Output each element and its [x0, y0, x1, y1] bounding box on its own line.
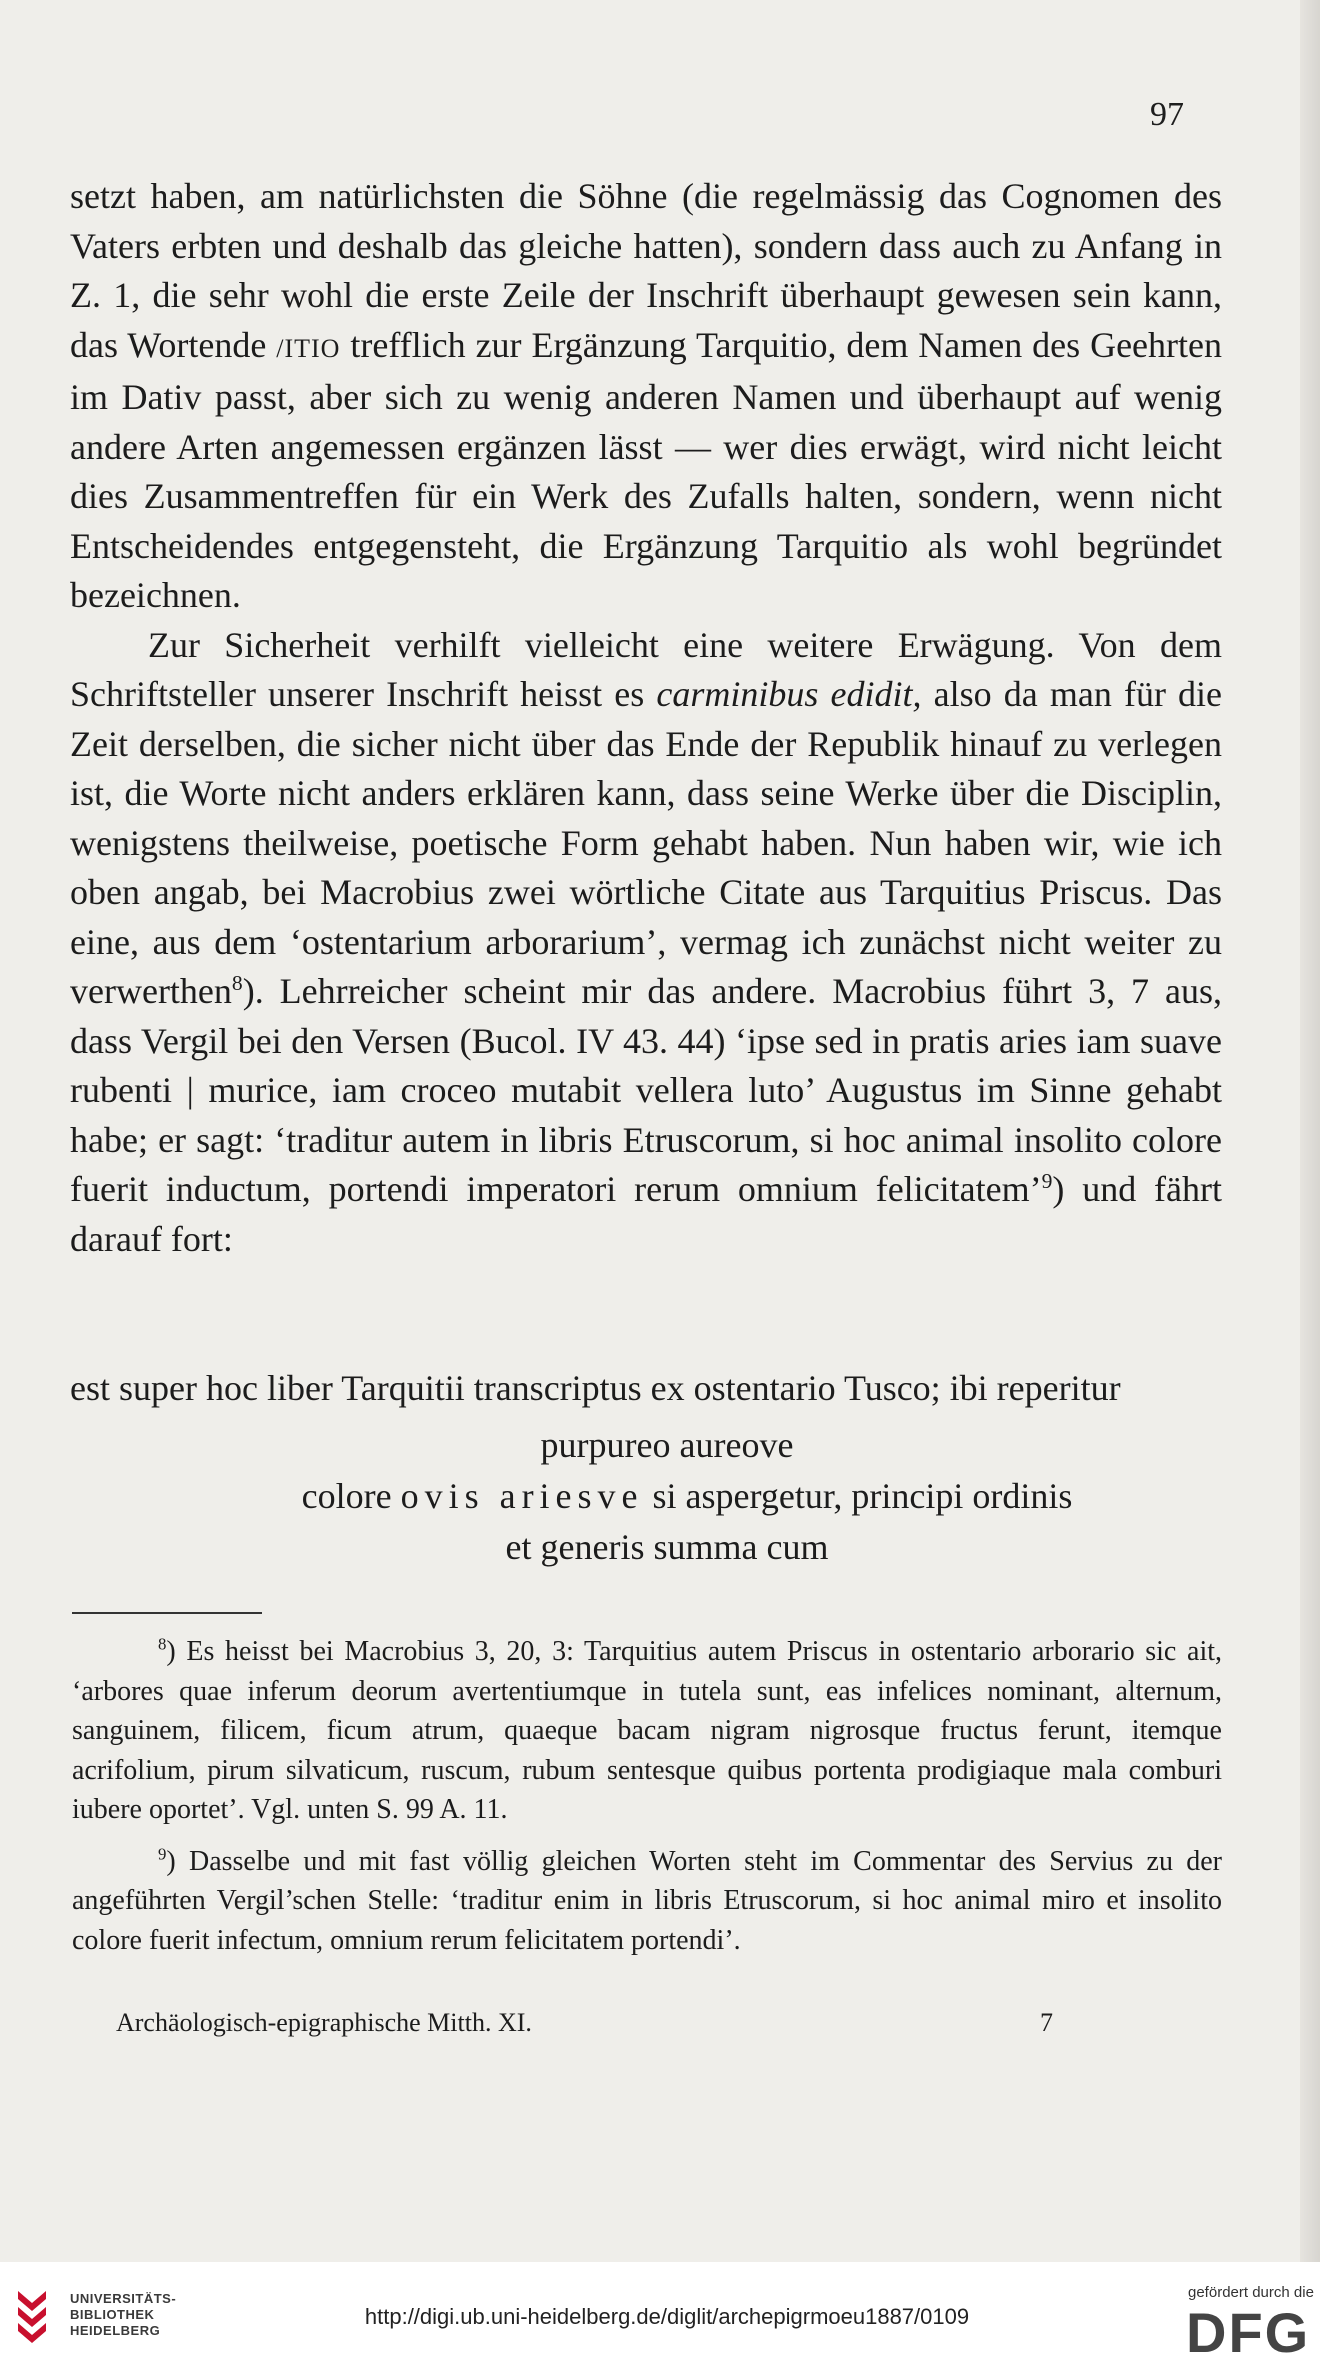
block-quote: est super hoc liber Tarquitii transcriptus ex ostentario Tusco; ibi reperitur — [70, 1368, 1121, 1408]
paragraph-1 — [70, 172, 1222, 621]
paragraph-1-b: trefflich zur Ergänzung Tarquitio, dem Namen des Geehrten im Dativ passt, aber sich zu wenig anderen Namen und überhaupt auf wenig andere Arten angemessen ergänzen lässt — wer dies erwägt, wird nicht leicht dies Zusammentreffen für ein Werk des Zufalls halten, sondern, wenn nicht Entscheidendes entgegensteht, die Ergänzung Tarquitio als wohl begründet bezeichnen. — [70, 324, 1222, 615]
inscription-line-3: et generis summa cum — [505, 1527, 829, 1567]
source-url[interactable]: http://digi.ub.uni-heidelberg.de/diglit/archepigrmoeu1887/0109 — [364, 2304, 970, 2329]
italic-phrase: carminibus edidit, — [656, 674, 922, 714]
inscription-line-2: colore ovis ariesve si aspergetur, principi ordinis — [301, 1476, 1073, 1516]
institution-name: UNIVERSITÄTS- BIBLIOTHEK HEIDELBERG — [70, 2291, 177, 2338]
page-edge — [1300, 0, 1320, 2262]
footnote-ref-9[interactable]: 9 — [1041, 1169, 1053, 1193]
inscription-fragment: /ITIO — [276, 333, 341, 363]
footnote-9: $^9$) Dasselbe und mit fast völlig gleichen Worten steht im Commentar des Servius zu der angeführten Vergil’schen Stelle: ‘traditur enim in libris Etruscorum, si hoc animal miro et insolito colore fuerit infectum, omnium rerum felicitatem portendi’. — [72, 1844, 1222, 1956]
footnote-ref-8[interactable]: 8 — [231, 971, 243, 995]
dfg-logo: DFG — [1186, 2301, 1311, 2364]
funding-caption: gefördert durch die — [1188, 2284, 1314, 2301]
footnote-8: $^8$) Es heisst bei Macrobius 3, 20, 3: Tarquitius autem Priscus in ostentario arborario sic ait, ‘arbores quae inferum deorum avertentiumque in tutela sunt, eas infelices nominant, alternum, sanguinem, filicem, ficum atrum, quaeque bacam nigram nigrosque fructus ferunt, itemque acrifolium, pirum silvaticum, ruscum, rubum sentesque quibus portenta prodigiaque mala comburi iubere oportet’. Vgl. unten S. 99 A. 11. — [72, 1634, 1222, 1825]
paragraph-1-a: setzt haben, am natürlichsten die Söhne (die regelmässig das Cognomen des Vaters erbten und deshalb das gleiche hatten), sondern dass auch zu Anfang in Z. 1, die sehr wohl die erste Zeile der Inschrift überhaupt gewesen sein kann, das Wortende — [70, 176, 1222, 365]
signature-journal: Archäologisch-epigraphische Mitth. XI. — [116, 2008, 532, 2037]
footnote-divider — [72, 1612, 262, 1614]
footnotes — [72, 1632, 1222, 1960]
inscription-line-1: purpureo aureove — [540, 1425, 794, 1465]
page-number: 97 — [1150, 96, 1184, 133]
main-text — [70, 172, 1222, 1264]
signature-sheet: 7 — [1040, 2008, 1053, 2037]
paragraph-2: Zur Sicherheit verhilft vielleicht eine weitere Erwägung. Von dem Schriftsteller unserer Inschrift heisst es carminibus edidit, also da man für die Zeit derselben, die sicher nicht über das Ende der Republik hinauf zu verlegen ist, die Worte nicht anders erklären kann, dass seine Werke über die Disciplin, wenigstens theilweise, poetische Form gehabt haben. Nun haben wir, wie ich oben angab, bei Macrobius zwei wörtliche Citate aus Tarquitius Priscus. Das eine, aus dem ‘ostentarium arborarium’, vermag ich zunächst nicht weiter zu verwerthen$^8$). Lehrreicher scheint mir das andere. Macrobius führt 3, 7 aus, dass Vergil bei den Versen (Bucol. IV 43. 44) ‘ipse sed in pratis aries iam suave rubenti | murice, iam croceo mutabit vellera luto’ Augustus im Sinne gehabt habe; er sagt: ‘traditur autem in libris Etruscorum, si hoc animal insolito colore fuerit inductum, portendi imperatori rerum omnium felicitatem’$^9$) und fährt darauf fort: — [70, 624, 1223, 1259]
